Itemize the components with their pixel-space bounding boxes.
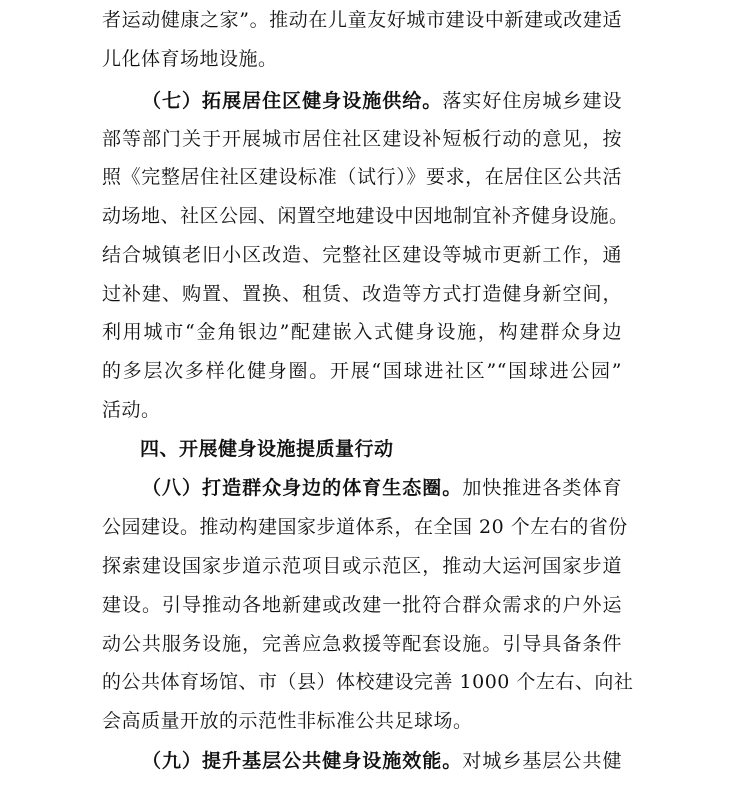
paragraph-text: 对城乡基层公共健 [462,750,622,772]
paragraph-first-line [142,469,622,508]
paragraph-line: 者运动健康之家”。推动在儿童友好城市建设中新建或改建适 [102,9,622,31]
paragraph-line: 的公共体育场馆、市（县）体校建设完善 1000 个左右、向社 [102,671,634,693]
paragraph-line: 公园建设。推动构建国家步道体系，在全国 20 个左右的省份 [102,516,628,538]
section-heading: 四、开展健身设施提质量行动 [140,438,394,460]
paragraph-line: 过补建、购置、置换、租赁、改造等方式打造健身新空间， [102,283,622,305]
paragraph-title: （九）提升基层公共健身设施效能。 [142,750,463,772]
paragraph-line: 动公共服务设施，完善应急救援等配套设施。引导具备条件 [102,633,622,655]
paragraph-line: 活动。 [102,399,161,421]
paragraph-text: 加快推进各类体育 [462,477,622,499]
paragraph-line: 儿化体育场地设施。 [102,48,278,70]
paragraph-line: 会高质量开放的示范性非标准公共足球场。 [102,710,473,732]
paragraph-first-line [142,742,622,781]
paragraph-line: 利用城市“金角银边”配建嵌入式健身设施，构建群众身边 [102,321,622,343]
paragraph-line: 部等部门关于开展城市居住社区建设补短板行动的意见，按 [102,128,622,150]
paragraph-line: 的多层次多样化健身圈。开展“国球进社区”“国球进公园” [102,360,622,382]
paragraph-line: 照《完整居住社区建设标准（试行）》要求，在居住区公共活 [102,166,622,188]
paragraph-line: 探索建设国家步道示范项目或示范区，推动大运河国家步道 [102,555,622,577]
paragraph-title: （七）拓展居住区健身设施供给。 [142,90,443,112]
paragraph-line: 动场地、社区公园、闲置空地建设中因地制宜补齐健身设施。 [102,205,629,227]
paragraph-line: 结合城镇老旧小区改造、完整社区建设等城市更新工作，通 [102,244,622,266]
paragraph-title: （八）打造群众身边的体育生态圈。 [142,477,463,499]
paragraph-line: 建设。引导推动各地新建或改建一批符合群众需求的户外运 [102,594,622,616]
paragraph-text: 落实好住房城乡建设 [442,90,622,112]
paragraph-first-line [142,82,622,121]
